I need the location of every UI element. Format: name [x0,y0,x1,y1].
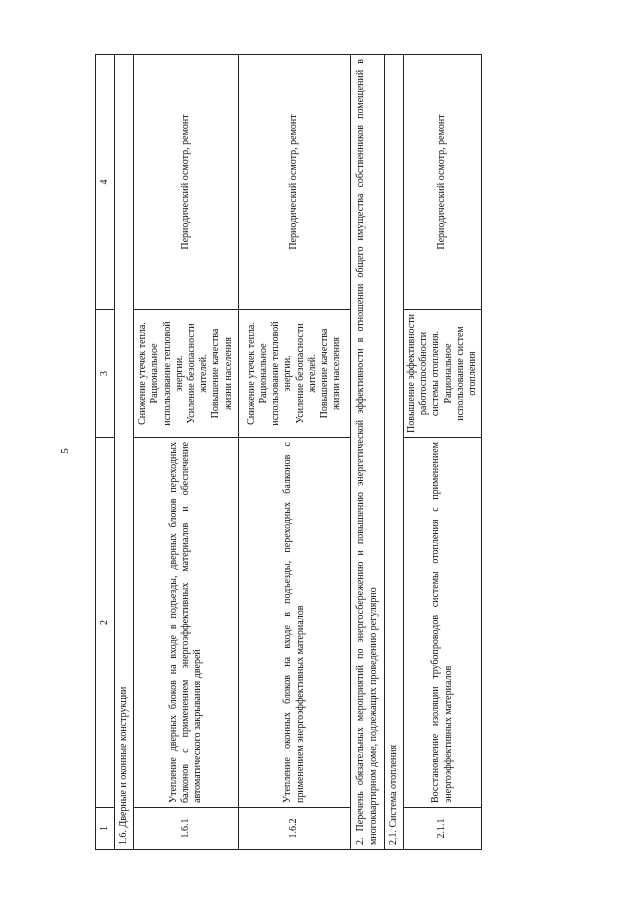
measure-description: Утепление оконных блоков на входе в подъезды, переходных балконов с применением энергоэффективных материалов [239,438,351,808]
measure-description: Утепление дверных блоков на входе в подъезды, дверных блоков переходных балконов с применением энергоэффективных материалов и обеспечение автоматического закрывания дверей [134,438,239,808]
effect-line: Усиление безопасности жителей. [186,323,210,424]
measure-effect [404,310,482,438]
header-col-4: 4 [96,55,115,310]
header-col-1: 1 [96,808,115,850]
row-number: 2.1.1 [404,808,482,850]
row-number: 1.6.1 [134,808,239,850]
measure-effect [239,310,351,438]
section-row-2 [351,55,385,850]
effect-line: Рациональное использование тепловой энергии. [257,321,294,426]
section-title-1-6: 1.6. Дверные и оконные конструкции [115,55,134,850]
section-title-2-1: 2.1. Система отопления [385,55,404,850]
effect-line: Усиление безопасности жителей. [294,323,318,424]
header-col-3: 3 [96,310,115,438]
measure-frequency: Периодический осмотр, ремонт [134,55,239,310]
measures-table [95,54,482,850]
section-row-1-6 [115,55,134,850]
row-number: 1.6.2 [239,808,351,850]
measure-description: Восстановление изоляции трубопроводов системы отопления с применением энергоэффективных материалов [404,438,482,808]
document-table-region [95,55,478,850]
header-row [96,55,115,850]
rotated-landscape-page [95,55,478,850]
header-col-2: 2 [96,438,115,808]
section-row-2-1 [385,55,404,850]
effect-line: Рациональное использование систем отопления [442,326,478,421]
section-title-2: 2. Перечень обязательных мероприятий по энергосбережению и повышению энергетической эффективности в отношении общего имущества собственников помещений в многоквартирном доме, подлежащих проведению регулярно [351,55,385,850]
table-row [404,55,482,850]
effect-line: Повышение эффективности работоспособности системы отопления. [406,314,442,433]
measure-frequency: Периодический осмотр, ремонт [239,55,351,310]
table-row [134,55,239,850]
table-row [239,55,351,850]
effect-line: Рациональное использование тепловой энергии. [149,321,185,426]
effect-line: Повышение качества жизни населения [318,328,343,419]
effect-line: Снижение утечек тепла. [137,322,149,425]
page-number: 5 [58,448,71,454]
effect-line: Повышение качества жизни населения [210,328,234,419]
measure-effect [134,310,239,438]
measure-frequency: Периодический осмотр, ремонт [404,55,482,310]
effect-line: Снижение утечек тепла. [245,322,257,425]
